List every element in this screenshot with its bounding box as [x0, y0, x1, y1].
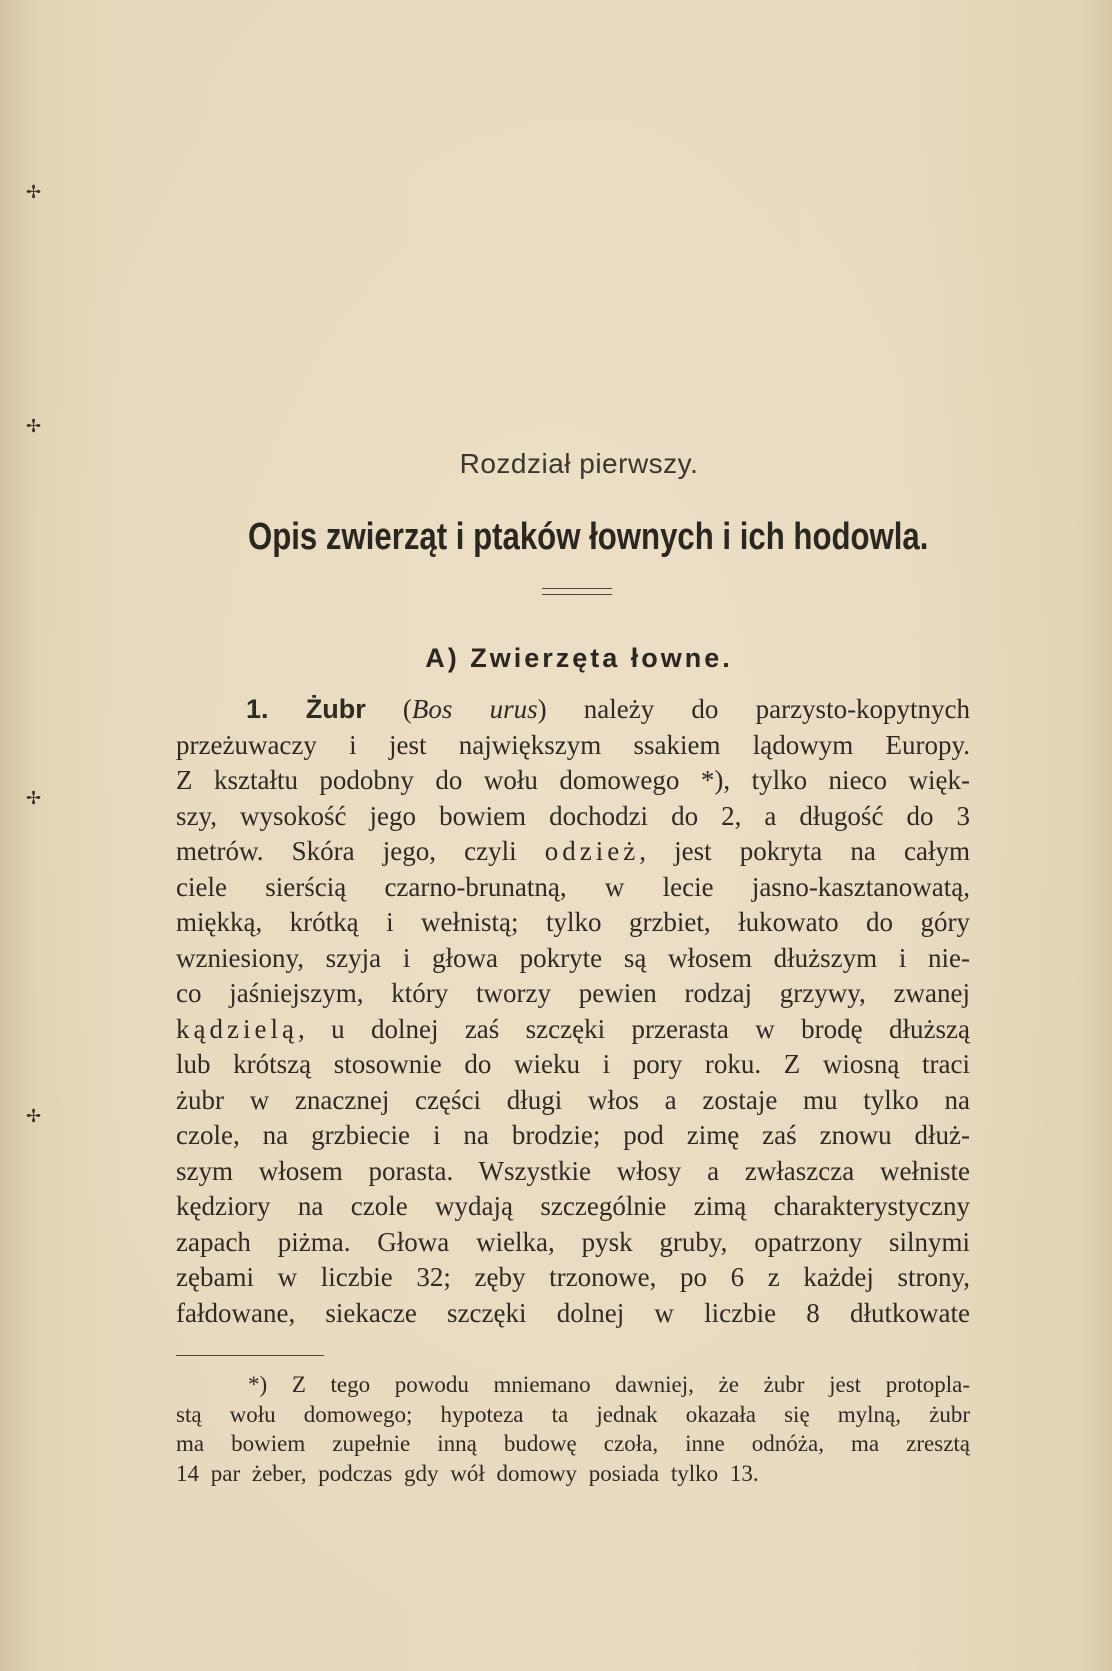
- text-line: [176, 692, 970, 728]
- body-paragraph: [176, 692, 970, 1331]
- paren: (: [402, 694, 412, 724]
- text-line: żubr w znacznej części długi włos a zostaje mu tylko na: [176, 1084, 970, 1115]
- text-fragment: , u dolnej zaś szczęki przerasta w brodę dłuższą: [297, 1013, 970, 1044]
- text-line: Z kształtu podobny do wołu domowego *), tylko nieco więk-: [176, 765, 970, 795]
- term: Żubr: [305, 694, 366, 724]
- latin-name: Bos urus: [411, 694, 538, 724]
- text-line: [176, 834, 970, 870]
- binding-mark: ✢: [26, 416, 42, 437]
- text-line: lub krótszą stosownie do wieku i pory roku. Z wiosną traci: [176, 1049, 970, 1079]
- text-line: ciele sierścią czarno-brunatną, w lecie jasno-kasztanowatą,: [176, 871, 970, 902]
- text-line: [176, 1012, 970, 1048]
- text-line: szy, wysokość jego bowiem dochodzi do 2, a długość do 3: [176, 800, 970, 831]
- paragraph-number: 1.: [246, 694, 269, 724]
- footnote-line: 14 par żeber, podczas gdy wół domowy posiada tylko 13.: [176, 1460, 759, 1486]
- text-line: zębami w liczbie 32; zęby trzonowe, po 6 z każdej strony,: [176, 1262, 970, 1292]
- footnote: [176, 1370, 970, 1488]
- text-line: co jaśniejszym, który tworzy pewien rodzaj grzywy, zwanej: [176, 978, 970, 1008]
- footnote-line: *) Z tego powodu mniemano dawniej, że żubr jest protopla-: [248, 1372, 970, 1397]
- section-heading: A) Zwierzęta łowne.: [425, 643, 733, 673]
- spaced-term: odzież: [544, 836, 640, 866]
- binding-mark: ✢: [26, 1106, 42, 1127]
- footnote-line: stą wołu domowego; hypoteza ta jednak okazała się mylną, żubr: [176, 1401, 970, 1427]
- binding-mark: ✢: [26, 788, 42, 809]
- spaced-term: kądzielą: [176, 1013, 298, 1044]
- page-title: Opis zwierząt i ptaków łownych i ich hodowla.: [248, 516, 929, 558]
- text-line: czole, na grzbiecie i na brodzie; pod zimę zaś znowu dłuż-: [176, 1120, 970, 1150]
- text-fragment: , jest pokryta na całym: [639, 836, 971, 866]
- binding-mark: ✢: [26, 182, 42, 203]
- footnote-line: ma bowiem zupełnie inną budowę czoła, inne odnóża, ma zresztą: [176, 1431, 970, 1456]
- text-line: zapach piżma. Głowa wielka, pysk gruby, opatrzony silnymi: [176, 1226, 970, 1257]
- title-rule: [542, 594, 612, 595]
- text-fragment: metrów. Skóra jego, czyli: [176, 836, 517, 866]
- text-fragment: należy do parzysto-kopytnych: [583, 694, 971, 724]
- text-line: kędziory na czole wydają szczególnie zimą charakterystyczny: [176, 1191, 970, 1221]
- text-line: szym włosem porasta. Wszystkie włosy a zwłaszcza wełniste: [176, 1155, 970, 1186]
- text-line: fałdowane, siekacze szczęki dolnej w liczbie 8 dłutkowate: [176, 1297, 970, 1328]
- paren: ): [537, 694, 547, 724]
- footnote-rule: [176, 1355, 324, 1356]
- text-line: wzniesiony, szyja i głowa pokryte są włosem dłuższym i nie-: [176, 942, 970, 973]
- chapter-heading: Rozdział pierwszy.: [459, 448, 699, 479]
- title-rule: [542, 588, 612, 589]
- text-line: miękką, krótką i wełnistą; tylko grzbiet, łukowato do góry: [176, 907, 970, 937]
- text-line: przeżuwaczy i jest największym ssakiem lądowym Europy.: [176, 729, 970, 760]
